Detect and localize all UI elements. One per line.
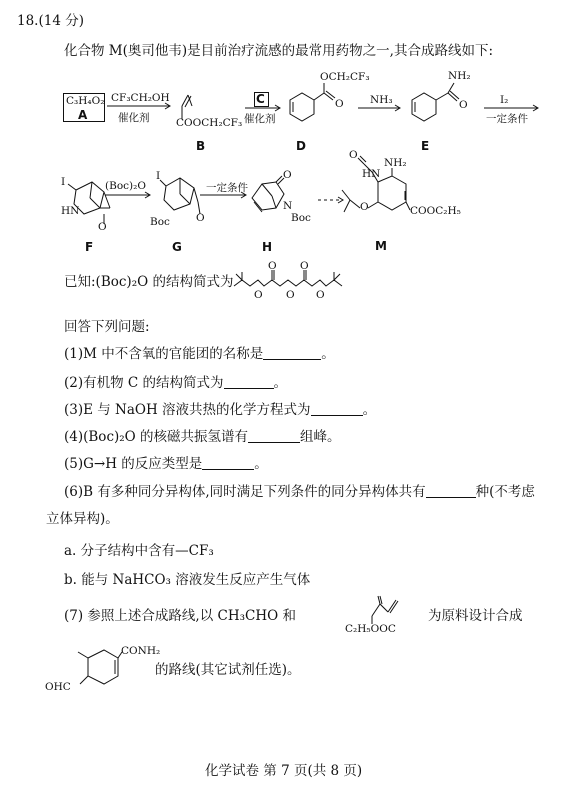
e-carbonyl-o: O bbox=[459, 99, 468, 111]
label-d: D bbox=[296, 139, 306, 153]
reagent-nh3: NH₃ bbox=[370, 94, 393, 106]
m-ether-o: O bbox=[360, 201, 369, 213]
h-n: N bbox=[283, 200, 293, 212]
condition-a: a. 分子结构中含有—CF₃ bbox=[64, 543, 214, 559]
label-b: B bbox=[196, 139, 206, 153]
boc2o-o-4: O bbox=[286, 289, 295, 301]
question-intro: 化合物 M(奥司他韦)是目前治疗流感的最常用药物之一,其合成路线如下: bbox=[64, 43, 493, 59]
reagent-a-label: A bbox=[78, 108, 88, 122]
condition-1: 一定条件 bbox=[486, 113, 528, 125]
reagent-c-label: C bbox=[256, 92, 265, 106]
q7-target-cho: OHC bbox=[45, 681, 71, 693]
question-7-pre: (7) 参照上述合成路线,以 CH₃CHO 和 bbox=[64, 608, 296, 624]
reagent-cf3ch2oh: CF₃CH₂OH bbox=[111, 92, 170, 104]
condition-2: 一定条件 bbox=[206, 182, 248, 194]
q7-target-amide: CONH₂ bbox=[121, 645, 161, 657]
reagent-boc2o: (Boc)₂O bbox=[105, 180, 146, 192]
d-carbonyl-o: O bbox=[335, 98, 344, 110]
question-6-line2: 立体异构)。 bbox=[46, 511, 119, 527]
boc2o-o-1: O bbox=[268, 260, 277, 272]
g-iodine: I bbox=[156, 170, 161, 182]
condition-b: b. 能与 NaHCO₃ 溶液发生反应产生气体 bbox=[64, 572, 311, 588]
reagent-i2: I₂ bbox=[500, 94, 509, 106]
b-ester-group: COOCH₂CF₃ bbox=[176, 117, 243, 129]
question-4: (4)(Boc)₂O 的核磁共振氢谱有 组峰。 bbox=[64, 429, 341, 445]
answer-blank-1[interactable] bbox=[263, 347, 321, 360]
question-7-tail: 的路线(其它试剂任选)。 bbox=[155, 662, 301, 678]
question-5: (5)G→H 的反应类型是 。 bbox=[64, 456, 268, 472]
label-e: E bbox=[421, 139, 430, 153]
m-hn: HN bbox=[362, 168, 381, 180]
question-6: (6)B 有多种同分异构体,同时满足下列条件的同分异构体共有 种(不考虑 bbox=[64, 484, 535, 500]
h-boc: Boc bbox=[291, 212, 311, 224]
f-iodine: I bbox=[61, 176, 66, 188]
q7-reagent-ester: C₂H₅OOC bbox=[345, 623, 396, 635]
answer-blank-5[interactable] bbox=[202, 457, 254, 470]
catalyst-2: 催化剂 bbox=[244, 113, 276, 125]
question-1: (1)M 中不含氧的官能团的名称是 。 bbox=[64, 346, 335, 362]
e-amide-nh2: NH₂ bbox=[448, 70, 471, 82]
m-acetyl-o: O bbox=[349, 149, 358, 161]
label-g: G bbox=[172, 240, 182, 254]
page-footer: 化学试卷 第 7 页(共 8 页) bbox=[205, 763, 363, 779]
f-hn: HN bbox=[61, 205, 80, 217]
g-boc: Boc bbox=[150, 216, 170, 228]
reagent-a-formula: C₃H₄O₂ bbox=[66, 95, 105, 107]
label-m: M bbox=[375, 239, 387, 253]
label-h: H bbox=[262, 240, 273, 254]
answer-blank-3[interactable] bbox=[311, 403, 363, 416]
answer-blank-4[interactable] bbox=[248, 430, 300, 443]
m-ester: COOC₂H₅ bbox=[410, 205, 461, 217]
answer-blank-2[interactable] bbox=[224, 376, 274, 389]
boc2o-o-2: O bbox=[300, 260, 309, 272]
question-2: (2)有机物 C 的结构简式为 。 bbox=[64, 375, 288, 391]
h-carbonyl-o: O bbox=[283, 169, 292, 181]
m-nh2: NH₂ bbox=[384, 157, 407, 169]
question-number: 18.(14 分) bbox=[17, 13, 84, 29]
structure-q7-target bbox=[0, 0, 1, 1]
g-carbonyl-o: O bbox=[196, 212, 205, 224]
boc2o-o-3: O bbox=[254, 289, 263, 301]
boc2o-o-5: O bbox=[316, 289, 325, 301]
catalyst-1: 催化剂 bbox=[118, 112, 150, 124]
answer-blank-6[interactable] bbox=[426, 485, 476, 498]
answer-intro: 回答下列问题: bbox=[64, 319, 150, 335]
f-carbonyl-o: O bbox=[98, 221, 107, 233]
known-prefix: 已知:(Boc)₂O 的结构简式为 bbox=[64, 274, 234, 290]
question-3: (3)E 与 NaOH 溶液共热的化学方程式为 。 bbox=[64, 402, 377, 418]
d-ester-group: OCH₂CF₃ bbox=[320, 71, 370, 83]
question-7-post: 为原料设计合成 bbox=[428, 608, 523, 624]
label-f: F bbox=[85, 240, 94, 254]
